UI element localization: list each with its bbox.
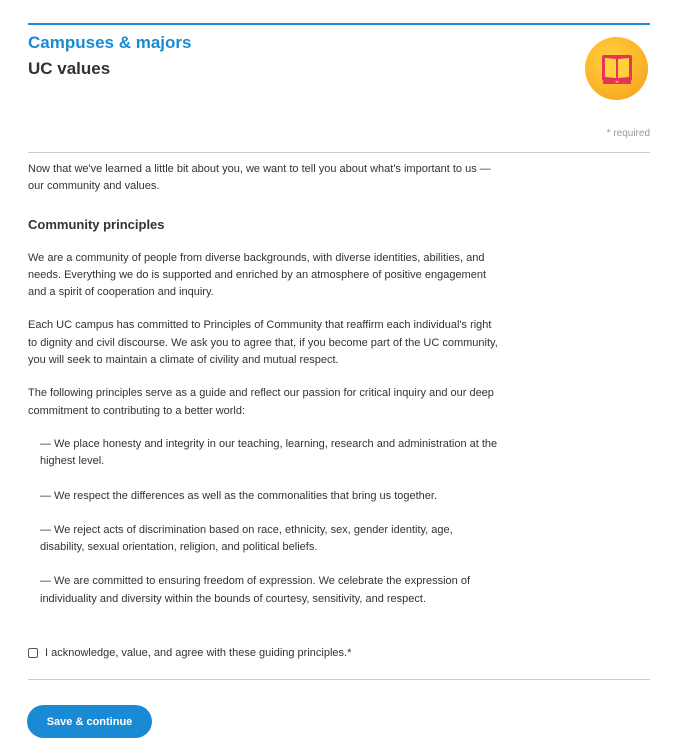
section-badge: [585, 37, 648, 100]
paragraph: Each UC campus has committed to Principles of Community that reaffirm each individual's right to dignity and civil discourse. We ask you to agree that, if you become part of the UC community, you will seek to maintain a climate of civility and mutual respect.: [28, 319, 498, 367]
paragraph: The following principles serve as a guide and reflect our passion for critical inquiry and our deep commitment to contributing to a better world:: [28, 387, 494, 417]
intro-text: Now that we've learned a little bit about you, we want to tell you about what's important to us — our community and values.: [28, 163, 491, 193]
section-name: Campuses & majors: [28, 33, 192, 52]
page-title: UC values: [28, 59, 111, 78]
top-rule: [28, 23, 650, 25]
paragraph: We are a community of people from diverse backgrounds, with diverse identities, abilities, and needs. Everything we do is supported and enriched by an atmosphere of positive engagement and a spirit of cooperation and inquiry.: [28, 251, 487, 299]
divider: [28, 152, 650, 153]
content: [28, 161, 498, 608]
principle-item: — We are committed to ensuring freedom of expression. We celebrate the expression of individuality and diversity within the bounds of courtesy, sensitivity, and respect.: [40, 575, 471, 605]
required-note: * required: [606, 128, 650, 139]
save-continue-button[interactable]: Save & continue: [27, 705, 152, 738]
principle-item: — We reject acts of discrimination based on race, ethnicity, sex, gender identity, age, disability, sexual orientation, religion, and political beliefs.: [40, 523, 453, 554]
principle-item: — We place honesty and integrity in our teaching, learning, research and administration at the highest level.: [40, 437, 498, 468]
acknowledge-label: I acknowledge, value, and agree with these guiding principles.*: [45, 647, 352, 659]
divider: [28, 679, 650, 680]
principle-item: — We respect the differences as well as the commonalities that bring us together.: [40, 489, 438, 502]
acknowledge-checkbox[interactable]: [28, 648, 38, 658]
community-principles-heading: Community principles: [28, 216, 165, 232]
acknowledge-row[interactable]: [28, 647, 351, 659]
book-icon: [598, 50, 636, 88]
